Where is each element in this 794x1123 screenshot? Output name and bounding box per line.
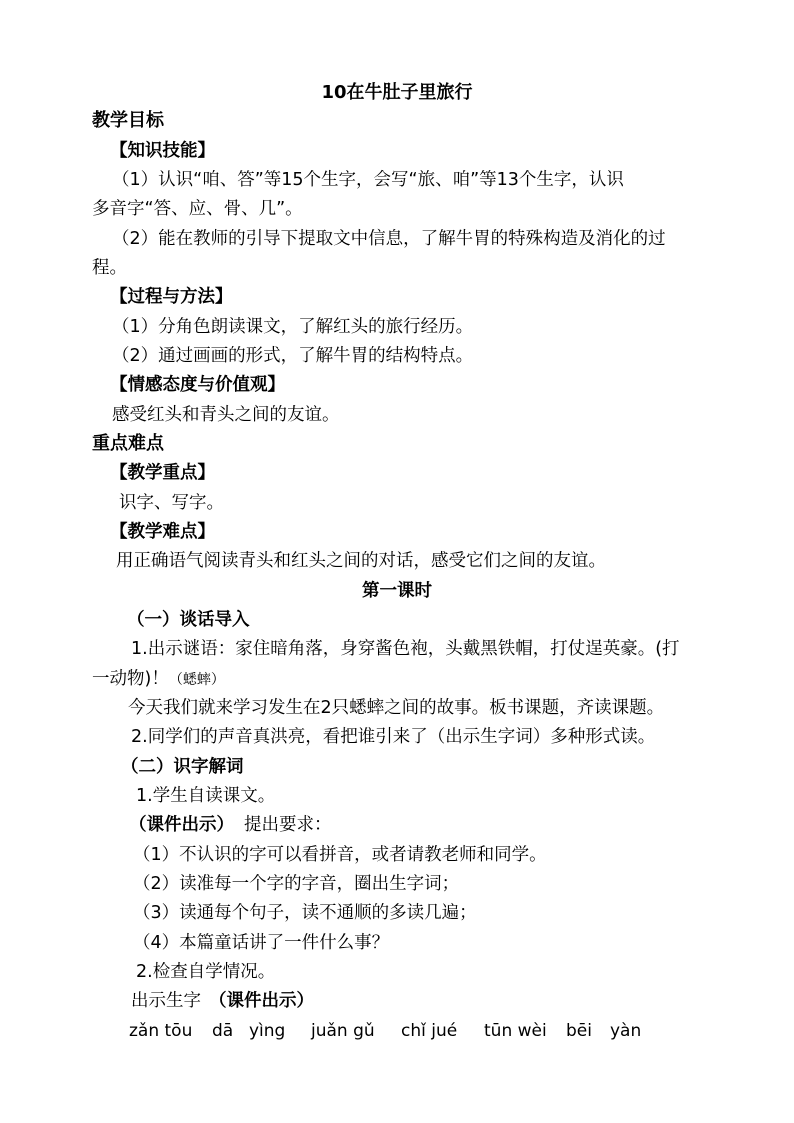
focus-heading: 【教学重点】: [110, 463, 215, 483]
requirement-4: （4）本篇童话讲了一件什么事？: [133, 933, 390, 953]
process-item-2: （2）通过画画的形式，了解牛胃的结构特点。: [112, 346, 474, 366]
knowledge-item-1-line-1: （1）认识“咱、答”等15个生字，会写“旅、咱”等13个生字，认识: [112, 170, 624, 190]
riddle-hint: 一动物)！: [92, 669, 169, 689]
show-characters-line: [131, 989, 314, 1013]
pinyin-5: chǐ jué: [401, 1021, 458, 1041]
emotion-text: 感受红头和青头之间的友谊。: [112, 405, 340, 425]
difficulty-text: 用正确语气阅读青头和红头之间的对话，感受它们之间的友谊。: [116, 551, 606, 571]
courseware-label: （课件出示）: [129, 815, 234, 835]
intro-line-3: 今天我们就来学习发生在2只蟋蟀之间的故事。板书课题，齐读课题。: [128, 698, 665, 718]
pinyin-4: juǎn gǔ: [311, 1021, 375, 1041]
process-heading: 【过程与方法】: [110, 287, 233, 307]
emotion-heading: 【情感态度与价值观】: [110, 375, 285, 395]
pinyin-6: tūn wèi: [484, 1021, 547, 1041]
part-2-heading: （二）识字解词: [121, 757, 244, 777]
riddle-line-1: 1.出示谜语：家住暗角落，身穿酱色袍，头戴黑铁帽，打仗逞英豪。(打: [131, 639, 680, 659]
knowledge-item-2-line-2: 程。: [92, 258, 127, 278]
knowledge-item-1-line-2: 多音字“答、应、骨、几”。: [92, 199, 303, 219]
show-characters-label: 出示生字: [131, 991, 201, 1011]
knowledge-heading: 【知识技能】: [110, 141, 215, 161]
difficulty-heading: 【教学难点】: [110, 522, 215, 542]
requirement-3: （3）读通每个句子，读不通顺的多读几遍；: [133, 903, 477, 923]
requirement-1: （1）不认识的字可以看拼音，或者请教老师和同学。: [133, 845, 547, 865]
focus-text: 识字、写字。: [119, 493, 224, 513]
requirements-label: 提出要求：: [244, 815, 332, 835]
knowledge-item-2-line-1: （2）能在教师的引导下提取文中信息，了解牛胃的特殊构造及消化的过: [112, 229, 666, 249]
part-1-heading: （一）谈话导入: [127, 610, 250, 630]
pinyin-8: yàn: [610, 1021, 642, 1041]
check-step: 2.检查自学情况。: [136, 962, 276, 982]
show-courseware-label: （课件出示）: [209, 991, 314, 1011]
objectives-heading: 教学目标: [92, 110, 164, 131]
requirements-intro: [129, 813, 332, 837]
lesson-1-heading: 第一课时: [362, 581, 432, 601]
requirement-2: （2）读准每一个字的字音，圈出生字词；: [133, 874, 460, 894]
pinyin-1: zǎn tōu: [129, 1021, 193, 1041]
intro-line-4: 2.同学们的声音真洪亮，看把谁引来了（出示生字词）多种形式读。: [131, 727, 656, 747]
pinyin-2: dā: [212, 1021, 234, 1041]
pinyin-3: yìng: [249, 1021, 286, 1041]
document-title: 10在牛肚子里旅行: [321, 82, 473, 103]
riddle-answer: （蟋蟀）: [168, 672, 225, 688]
pinyin-7: bēi: [566, 1021, 592, 1041]
self-read-step: 1.学生自读课文。: [136, 786, 276, 806]
riddle-line-2: [92, 667, 225, 692]
process-item-1: （1）分角色朗读课文，了解红头的旅行经历。: [112, 317, 474, 337]
key-points-heading: 重点难点: [92, 433, 164, 454]
